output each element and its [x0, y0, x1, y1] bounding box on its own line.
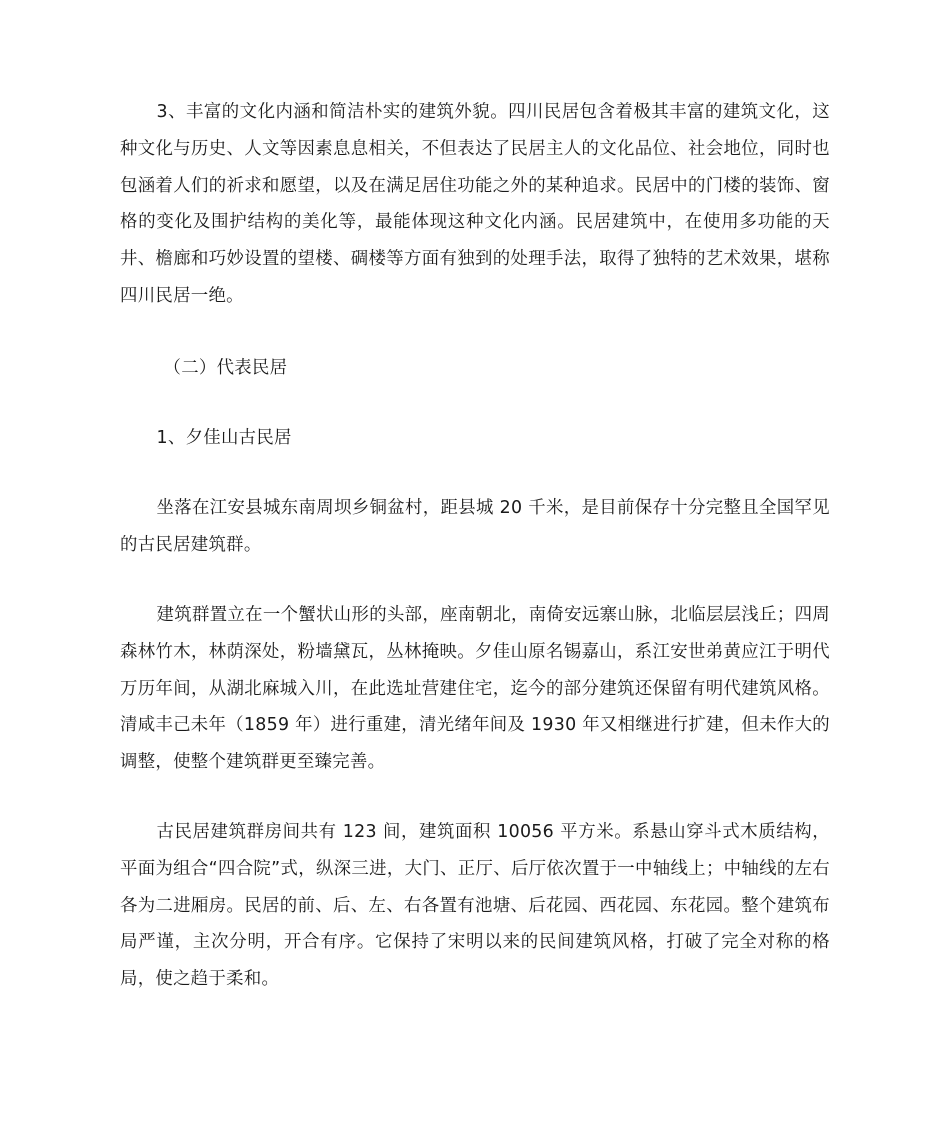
paragraph-structure: 古民居建筑群房间共有 123 间，建筑面积 10056 平方米。系悬山穿斗式木质结构，平面为组合“四合院”式，纵深三进，大门、正厅、后厅依次置于一中轴线上；中轴线的左右各为二进厢房。民居的前、后、左、右各置有池塘、后花园、西花园、东花园。整个建筑布局严谨，主次分明，开合有序。它保持了宋明以来的民间建筑风格，打破了完全对称的格局，使之趋于柔和。: [120, 822, 830, 990]
paragraph-history: 建筑群置立在一个蟹状山形的头部，座南朝北，南倚安远寨山脉，北临层层浅丘；四周森林竹木，林荫深处，粉墙黛瓦，丛林掩映。夕佳山原名锡嘉山，系江安世弟黄应江于明代万历年间，从湖北麻城入川，在此选址营建住宅，迄今的部分建筑还保留有明代建筑风格。清咸丰己未年（1859 年）进行重建，清光绪年间及 1930 年又相继进行扩建，但未作大的调整，使整个建筑群更至臻完善。: [120, 605, 830, 773]
paragraph-location: 坐落在江安县城东南周坝乡铜盆村，距县城 20 千米，是目前保存十分完整且全国罕见的古民居建筑群。: [120, 498, 830, 555]
subheading: 1、夕佳山古民居: [156, 428, 292, 448]
section-heading: （二）代表民居: [163, 358, 288, 378]
paragraph-cultural-connotation: 3、丰富的文化内涵和简洁朴实的建筑外貌。四川民居包含着极其丰富的建筑文化，这种文化与历史、人文等因素息息相关，不但表达了民居主人的文化品位、社会地位，同时也包涵着人们的祈求和愿望，以及在满足居住功能之外的某种追求。民居中的门楼的装饰、窗格的变化及围护结构的美化等，最能体现这种文化内涵。民居建筑中，在使用多功能的天井、檐廊和巧妙设置的望楼、碉楼等方面有独到的处理手法，取得了独特的艺术效果，堪称四川民居一绝。: [120, 102, 830, 306]
